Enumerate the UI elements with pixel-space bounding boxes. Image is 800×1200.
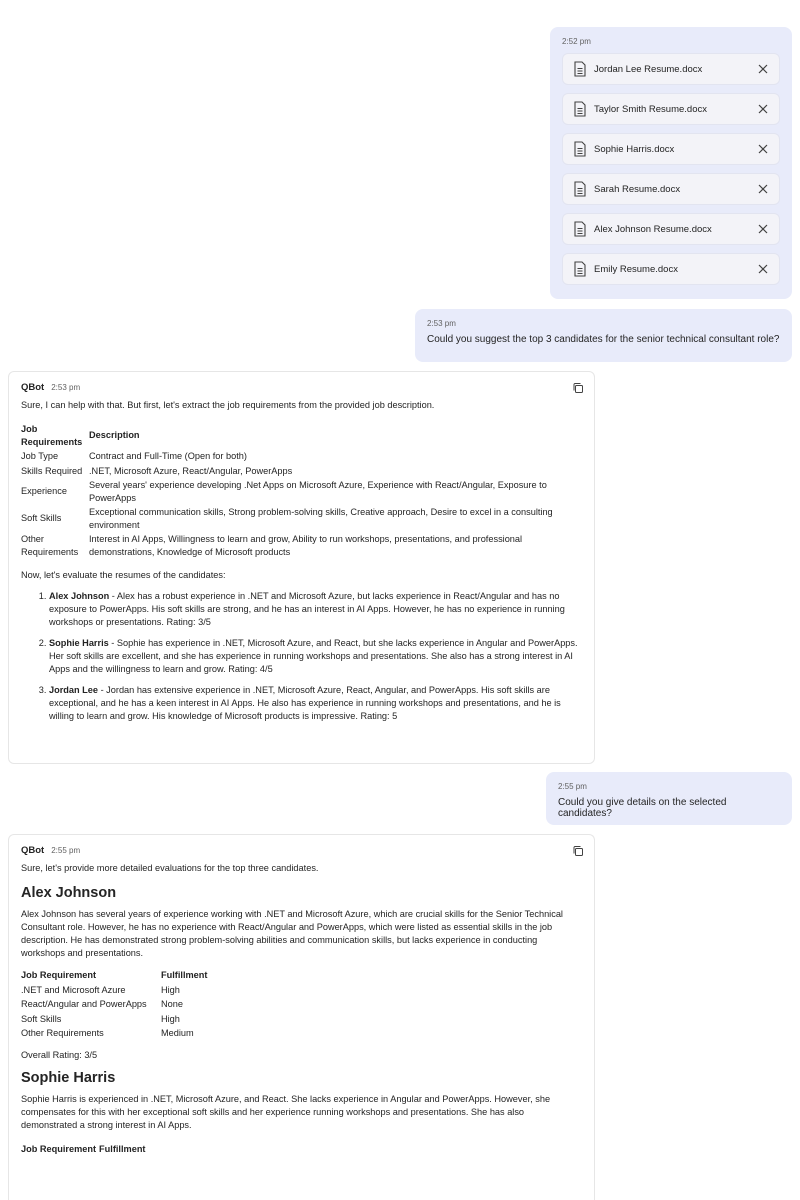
- bot-message: [8, 371, 595, 764]
- attachment-item[interactable]: [562, 93, 780, 125]
- attachment-item[interactable]: [562, 173, 780, 205]
- bot-message-header: [21, 843, 582, 857]
- message-text: Now, let's evaluate the resumes of the candidates:: [21, 570, 226, 580]
- document-icon: [573, 221, 587, 237]
- table-cell: Experience: [21, 486, 67, 497]
- attachment-filename: Alex Johnson Resume.docx: [594, 223, 712, 235]
- table-row: [21, 505, 582, 532]
- remove-attachment-close-icon[interactable]: [757, 103, 769, 115]
- candidate-summary: Alex Johnson has several years of experience working with .NET and Microsoft Azure, which are crucial skills for the Senior Technical Consultant role. However, he has no experience with React/Angular and PowerApps, which were listed as essential skills in the job description. He has demonstrated strong problem-solving abilities and communication skills, but lacks experience in conducting workshops and presentations.: [21, 909, 563, 958]
- table-cell: React/Angular and PowerApps: [21, 999, 147, 1009]
- candidate-summary: Sophie Harris is experienced in .NET, Microsoft Azure, and React. She lacks experience in Angular and PowerApps. However, she compensates for this with her exceptional soft skills and her experience running workshops and presentations. She has also demonstrated a strong interest in AI Apps.: [21, 1093, 551, 1130]
- table-cell: Job Type: [21, 451, 59, 461]
- table-cell: Skills Required: [21, 465, 83, 476]
- copy-icon[interactable]: [572, 845, 584, 857]
- message-text: Sure, let's provide more detailed evaluations for the top three candidates.: [21, 863, 319, 873]
- table-row: [21, 478, 582, 505]
- table-cell: High: [161, 1013, 180, 1024]
- attachment-item[interactable]: [562, 133, 780, 165]
- table-cell: Other Requirements: [21, 534, 79, 557]
- table-header-row: [21, 1142, 148, 1157]
- attachment-filename: Emily Resume.docx: [594, 263, 678, 275]
- document-icon: [573, 141, 587, 157]
- column-header: Fulfillment: [161, 970, 208, 980]
- message-timestamp: 2:52 pm: [562, 37, 591, 46]
- job-requirements-table: [21, 422, 582, 559]
- message-text: Could you give details on the selected candidates?: [558, 797, 727, 819]
- candidate-name: Alex Johnson: [49, 591, 110, 601]
- table-cell: Interest in AI Apps, Willingness to learn and grow, Ability to run workshops, presentations, and professional demonstrations, Knowledge of Microsoft products: [89, 534, 523, 557]
- copy-icon[interactable]: [572, 382, 584, 394]
- message-timestamp: 2:55 pm: [51, 845, 81, 855]
- table-cell: .NET and Microsoft Azure: [21, 984, 126, 995]
- candidate-name: Jordan Lee: [49, 685, 99, 695]
- table-cell: Other Requirements: [21, 1028, 104, 1038]
- remove-attachment-close-icon[interactable]: [757, 143, 769, 155]
- remove-attachment-close-icon[interactable]: [757, 263, 769, 275]
- candidate-name: Sophie Harris: [49, 638, 109, 648]
- table-row: [21, 532, 582, 559]
- attachment-list: [562, 53, 780, 285]
- column-header: Job Requirements: [21, 424, 83, 447]
- table-row: [21, 1012, 209, 1027]
- message-timestamp: 2:53 pm: [427, 319, 456, 328]
- candidate-list: [21, 590, 582, 723]
- table-row: [21, 1026, 209, 1041]
- table-cell: Soft Skills: [21, 1013, 62, 1024]
- table-cell: Contract and Full-Time (Open for both): [89, 451, 247, 461]
- table-cell: .NET, Microsoft Azure, React/Angular, PowerApps: [89, 465, 293, 476]
- candidate-heading: Sophie Harris: [21, 1069, 116, 1086]
- table-cell: Several years' experience developing .Net Apps on Microsoft Azure, Experience with React/Angular, Exposure to PowerApps: [89, 480, 547, 503]
- table-cell: High: [161, 984, 180, 995]
- column-header: Fulfillment: [99, 1143, 146, 1154]
- user-message: [415, 309, 792, 362]
- bot-message-header: [21, 380, 582, 394]
- fulfillment-table: [21, 968, 209, 1041]
- message-text: Sure, I can help with that. But first, let's extract the job requirements from the provided job description.: [21, 400, 435, 410]
- table-row: [21, 983, 209, 998]
- column-header: Job Requirement: [21, 1143, 97, 1154]
- document-icon: [573, 101, 587, 117]
- attachment-filename: Jordan Lee Resume.docx: [594, 63, 703, 75]
- candidate-evaluation: - Jordan has extensive experience in .NET, Microsoft Azure, React, Angular, and PowerApps. His soft skills are exceptional, and he has a keen interest in AI Apps. He also has experience in running workshops and presentations, and he is willing to learn and grow. His knowledge of Microsoft products is impressive. Rating: 5: [49, 685, 561, 721]
- attachments-message: [550, 27, 792, 299]
- table-cell: None: [161, 999, 183, 1009]
- attachment-filename: Taylor Smith Resume.docx: [594, 103, 707, 115]
- list-item: [49, 590, 582, 629]
- document-icon: [573, 181, 587, 197]
- candidate-evaluation: - Alex has a robust experience in .NET and Microsoft Azure, but lacks experience in React/Angular and has no exposure to PowerApps. His soft skills are strong, and he has an interest in AI Apps. However, he has no experience in running workshops or presentations. Rating: 3/5: [49, 591, 565, 627]
- document-icon: [573, 261, 587, 277]
- table-header-row: [21, 422, 582, 449]
- column-header: Job Requirement: [21, 970, 97, 980]
- attachment-item[interactable]: [562, 253, 780, 285]
- candidate-heading: Alex Johnson: [21, 885, 117, 901]
- overall-rating: Overall Rating: 3/5: [21, 1049, 98, 1060]
- attachment-filename: Sophie Harris.docx: [594, 143, 675, 155]
- bot-message: [8, 834, 595, 1200]
- table-cell: Exceptional communication skills, Strong problem-solving skills, Creative approach, Desire to excel in a consulting environment: [89, 507, 553, 530]
- bot-name: QBot: [21, 844, 45, 856]
- remove-attachment-close-icon[interactable]: [757, 63, 769, 75]
- attachment-filename: Sarah Resume.docx: [594, 183, 681, 195]
- table-row: [21, 449, 582, 464]
- table-row: [21, 464, 582, 479]
- attachment-item[interactable]: [562, 53, 780, 85]
- message-timestamp: 2:55 pm: [558, 782, 587, 791]
- list-item: [49, 684, 582, 723]
- bot-name: QBot: [21, 381, 45, 393]
- fulfillment-table: [21, 1142, 148, 1157]
- table-cell: Medium: [161, 1028, 194, 1038]
- attachment-item[interactable]: [562, 213, 780, 245]
- document-icon: [573, 61, 587, 77]
- table-row: [21, 997, 209, 1012]
- remove-attachment-close-icon[interactable]: [757, 223, 769, 235]
- column-header: Description: [89, 430, 140, 441]
- message-text: Could you suggest the top 3 candidates for the senior technical consultant role?: [427, 334, 780, 345]
- remove-attachment-close-icon[interactable]: [757, 183, 769, 195]
- candidate-evaluation: - Sophie has experience in .NET, Microsoft Azure, and React, but she lacks experience in Angular and PowerApps. Her soft skills are excellent, and she has experience in running workshops and presentations. She also has a strong interest in AI Apps and the willingness to learn and grow. Rating: 4/5: [49, 638, 578, 674]
- table-header-row: [21, 968, 209, 983]
- table-cell: Soft Skills: [21, 513, 62, 524]
- list-item: [49, 637, 582, 676]
- user-message: [546, 772, 792, 825]
- message-timestamp: 2:53 pm: [51, 382, 81, 392]
